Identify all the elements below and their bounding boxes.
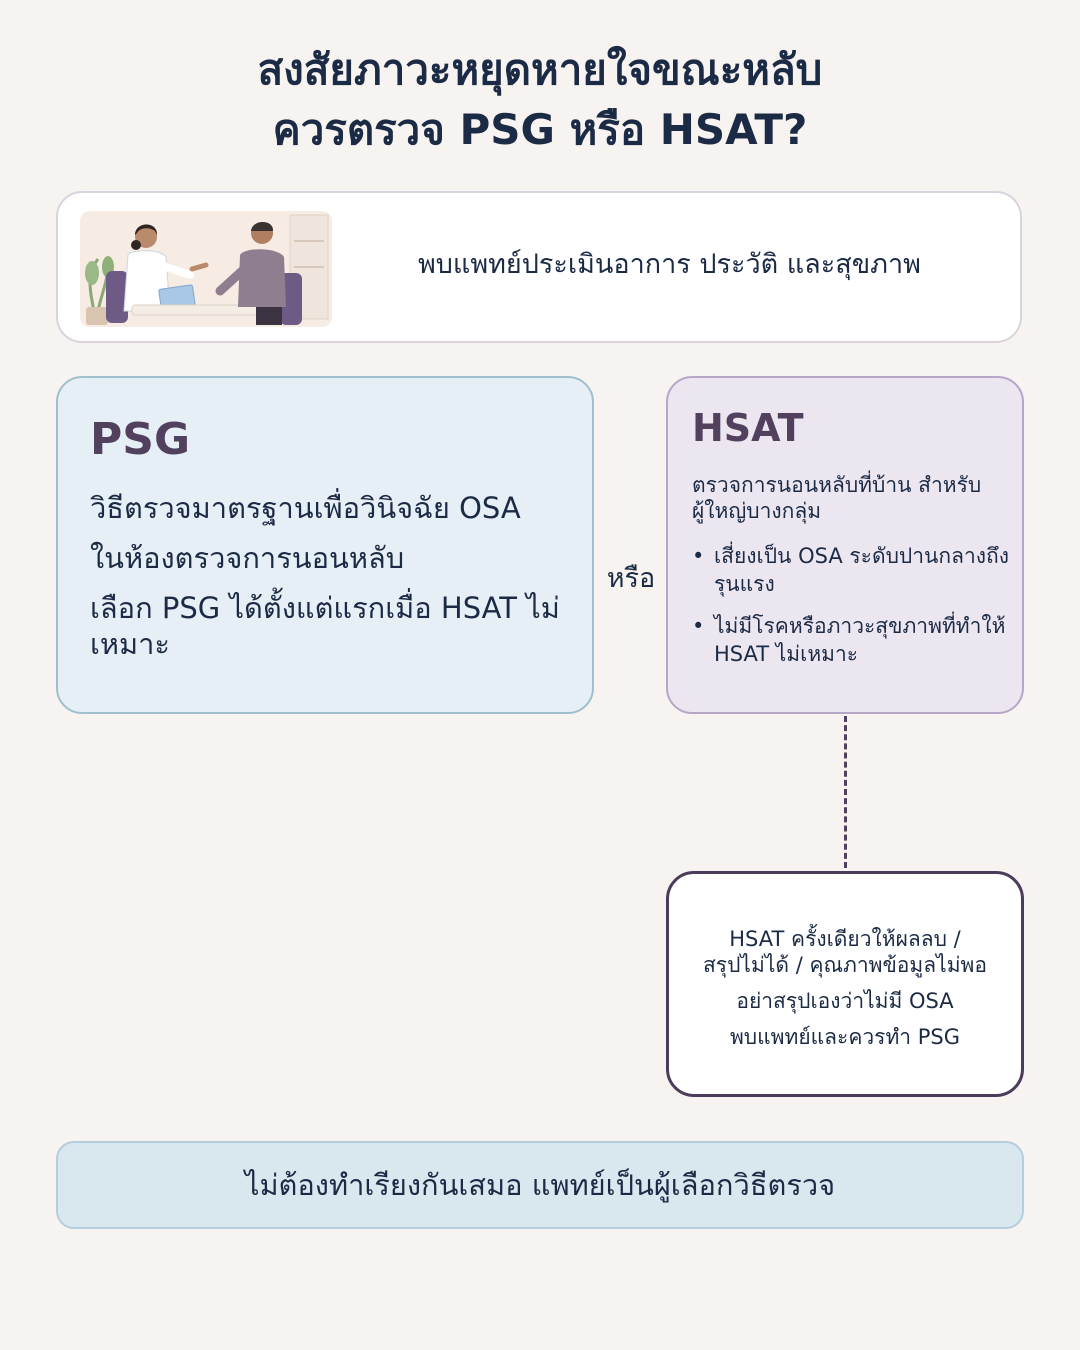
warning-line: สรุปไม่ได้ / คุณภาพข้อมูลไม่พอ — [702, 953, 987, 977]
psg-description — [90, 490, 570, 676]
psg-line: เลือก PSG ได้ตั้งแต่แรกเมื่อ HSAT ไม่เหมาะ — [90, 591, 560, 661]
hsat-title: HSAT — [692, 406, 804, 450]
psg-line: ในห้องตรวจการนอนหลับ — [90, 541, 405, 575]
warning-text — [679, 926, 1011, 1050]
bullet-dot-icon: • — [692, 614, 705, 638]
hsat-bullet — [692, 612, 1012, 668]
hsat-negative-result-card — [666, 871, 1024, 1097]
hsat-bullet-list — [692, 542, 1012, 682]
warning-line: HSAT ครั้งเดียวให้ผลลบ / — [729, 927, 961, 951]
doctor-consultation-illustration — [80, 211, 332, 327]
warning-line: พบแพทย์และควรทำ PSG — [729, 1025, 961, 1049]
psg-line: วิธีตรวจมาตรฐานเพื่อวินิจฉัย OSA — [90, 491, 521, 525]
hsat-bullet — [692, 542, 1012, 598]
footer-note — [56, 1141, 1024, 1229]
hsat-bullet-text: ไม่มีโรคหรือภาวะสุขภาพที่ทำให้ HSAT ไม่เหมาะ — [714, 614, 1006, 666]
page-title-line-1: สงสัยภาวะหยุดหายใจขณะหลับ — [257, 45, 823, 94]
dashed-connector — [844, 716, 847, 868]
psg-card — [56, 376, 594, 714]
warning-line: อย่าสรุปเองว่าไม่มี OSA — [736, 989, 954, 1013]
hsat-bullet-text: เสี่ยงเป็น OSA ระดับปานกลางถึงรุนแรง — [714, 544, 1009, 596]
psg-title: PSG — [90, 414, 191, 465]
intro-card — [56, 191, 1022, 343]
or-label: หรือ — [606, 563, 656, 594]
bullet-dot-icon: • — [692, 544, 705, 568]
hsat-card — [666, 376, 1024, 714]
page-title-line-2: ควรตรวจ PSG หรือ HSAT? — [272, 105, 808, 154]
page-title — [0, 40, 1080, 160]
hsat-intro: ตรวจการนอนหลับที่บ้าน สำหรับผู้ใหญ่บางกลุ่ม — [692, 473, 982, 523]
footer-text: ไม่ต้องทำเรียงกันเสมอ แพทย์เป็นผู้เลือกวิธีตรวจ — [244, 1168, 836, 1202]
intro-text: พบแพทย์ประเมินอาการ ประวัติ และสุขภาพ — [418, 249, 921, 280]
